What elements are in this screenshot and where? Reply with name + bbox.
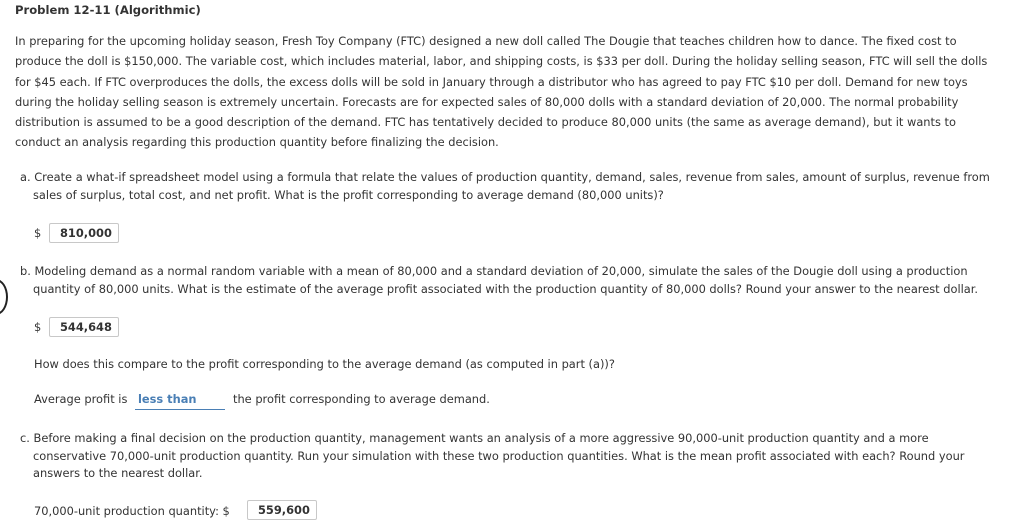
part-c-line: conservative 70,000-unit production quantity. Run your simulation with these two production quantities. What is the mean profit associated with each? Round your — [33, 448, 965, 463]
part-c-q70-answer-field[interactable]: 559,600 — [247, 500, 317, 520]
part-a-question — [20, 169, 990, 204]
part-a-currency: $ — [34, 226, 42, 240]
part-b-line: b. Modeling demand as a normal random variable with a mean of 80,000 and a standard deviation of 20,000, simulate the sales of the Dougie doll using a production — [20, 264, 968, 278]
part-b-compare-dropdown[interactable]: less than — [135, 392, 225, 410]
part-c-q70-label: 70,000-unit production quantity: $ — [34, 504, 230, 518]
intro-line: distribution is assumed to be a good description of the demand. FTC has tentatively decided to produce 80,000 units (the same as average demand), but it wants to — [15, 115, 956, 130]
part-b-compare-suffix: the profit corresponding to average demand. — [233, 392, 490, 406]
intro-line: In preparing for the upcoming holiday season, Fresh Toy Company (FTC) designed a new doll called The Dougie that teaches children how to dance. The fixed cost to — [15, 34, 957, 48]
part-c-line: answers to the nearest dollar. — [33, 466, 203, 480]
part-a-answer-field[interactable]: 810,000 — [49, 223, 119, 243]
intro-line: produce the doll is $150,000. The variable cost, which includes material, labor, and shipping costs, is $33 per doll. During the holiday selling season, FTC will sell the dolls — [15, 54, 988, 69]
intro-line: for $45 each. If FTC overproduces the dolls, the excess dolls will be sold in January through a distributor who has agreed to pay FTC $10 per doll. Demand for new toys — [15, 74, 968, 89]
left-edge-circle-icon — [0, 279, 8, 315]
intro-line: conduct an analysis regarding this production quantity before finalizing the decision. — [15, 135, 499, 150]
part-b-compare-question: How does this compare to the profit corresponding to the average demand (as computed in part (a))? — [34, 357, 615, 371]
problem-intro — [15, 31, 987, 153]
part-b-question — [20, 263, 978, 298]
part-a-line: a. Create a what-if spreadsheet model using a formula that relate the values of production quantity, demand, sales, revenue from sales, amount of surplus, revenue from — [20, 170, 990, 184]
intro-line: during the holiday selling season is extremely uncertain. Forecasts are for expected sales of 80,000 dolls with a standard deviation of 20,000. The normal probability — [15, 94, 959, 109]
part-a-line: sales of surplus, total cost, and net profit. What is the profit corresponding to average demand (80,000 units)? — [33, 187, 664, 202]
part-c-line: c. Before making a final decision on the production quantity, management wants an analysis of a more aggressive 90,000-unit production quantity and a more — [20, 431, 929, 445]
part-b-answer-field[interactable]: 544,648 — [49, 317, 119, 337]
part-b-currency: $ — [34, 320, 42, 334]
part-b-line: quantity of 80,000 units. What is the estimate of the average profit associated with the production quantity of 80,000 dolls? Round your answer to the nearest dollar. — [33, 281, 979, 296]
problem-title: Problem 12-11 (Algorithmic) — [15, 3, 201, 17]
part-c-question — [20, 430, 964, 483]
part-b-compare-prefix: Average profit is — [34, 392, 128, 406]
